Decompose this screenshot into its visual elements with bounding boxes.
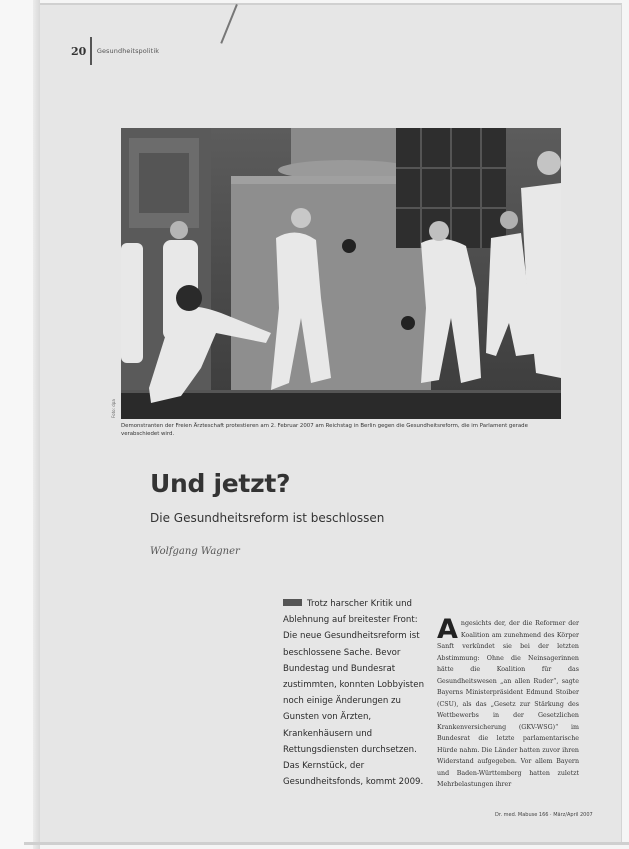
page-footer: Dr. med. Mabuse 166 · März/April 2007 (495, 812, 593, 818)
page-bottom-edge (24, 842, 629, 845)
photo-caption: Demonstranten der Freien Ärzteschaft protestieren am 2. Februar 2007 am Reichstag in Berlin gegen die Gesundheitsreform, die im Parlament gerade verabschiedet wird. (121, 423, 528, 437)
article-body-column (437, 614, 579, 791)
section-label: Gesundheitspolitik (96, 47, 160, 55)
photo-illustration (121, 128, 561, 419)
lead-text: Trotz harscher Kritik und Ablehnung auf breitester Front: Die neue Gesundheitsreform ist beschlossene Sache. Bevor Bundestag und Bundesrat zustimmten, konnten Lobbyisten noch einige Änderungen zu Gunsten von Ärzten, Krankenhäusern und Rettungsdiensten durchsetzen. Das Kernstück, der Gesundheitsfonds, kommt 2009. (283, 599, 425, 788)
article-title: Und jetzt? (150, 469, 291, 498)
drop-cap: A (437, 614, 458, 645)
body-text: ngesichts der, der die Reformer der Koalition am zunehmend des Körper Sanft verkündet sie bei der letzten Abstimmung: Ohne die Neinsagerinnen hätte die Koalition für das Gesundheitswesen „an allen Ruder“, sagte Bayerns Ministerpräsident Edmund Stoiber (CSU), als das „Gesetz zur Stärkung des Wettbewerbs in der Gesetzlichen Krankenversicherung (GKV-WSG)“ im Bundesrat die letzte parlamentarische Hürde nahm. Die Länder hatten zuvor ihren Widerstand aufgegeben. Vor allem Bayern und Baden-Württemberg hatten zuletzt Mehrbelastungen ihrer (437, 620, 579, 788)
lead-marker-bar (283, 599, 302, 606)
page-number: 20 (71, 44, 87, 58)
article-lead (283, 596, 426, 790)
article-subtitle: Die Gesundheitsreform ist beschlossen (150, 511, 385, 525)
header-divider (90, 37, 92, 65)
article-photo (121, 128, 561, 419)
article-author: Wolfgang Wagner (150, 546, 240, 557)
page-edge (33, 0, 40, 849)
scan-margin (0, 0, 33, 849)
running-head (71, 41, 159, 61)
photo-credit: Foto: dpa (111, 399, 116, 418)
